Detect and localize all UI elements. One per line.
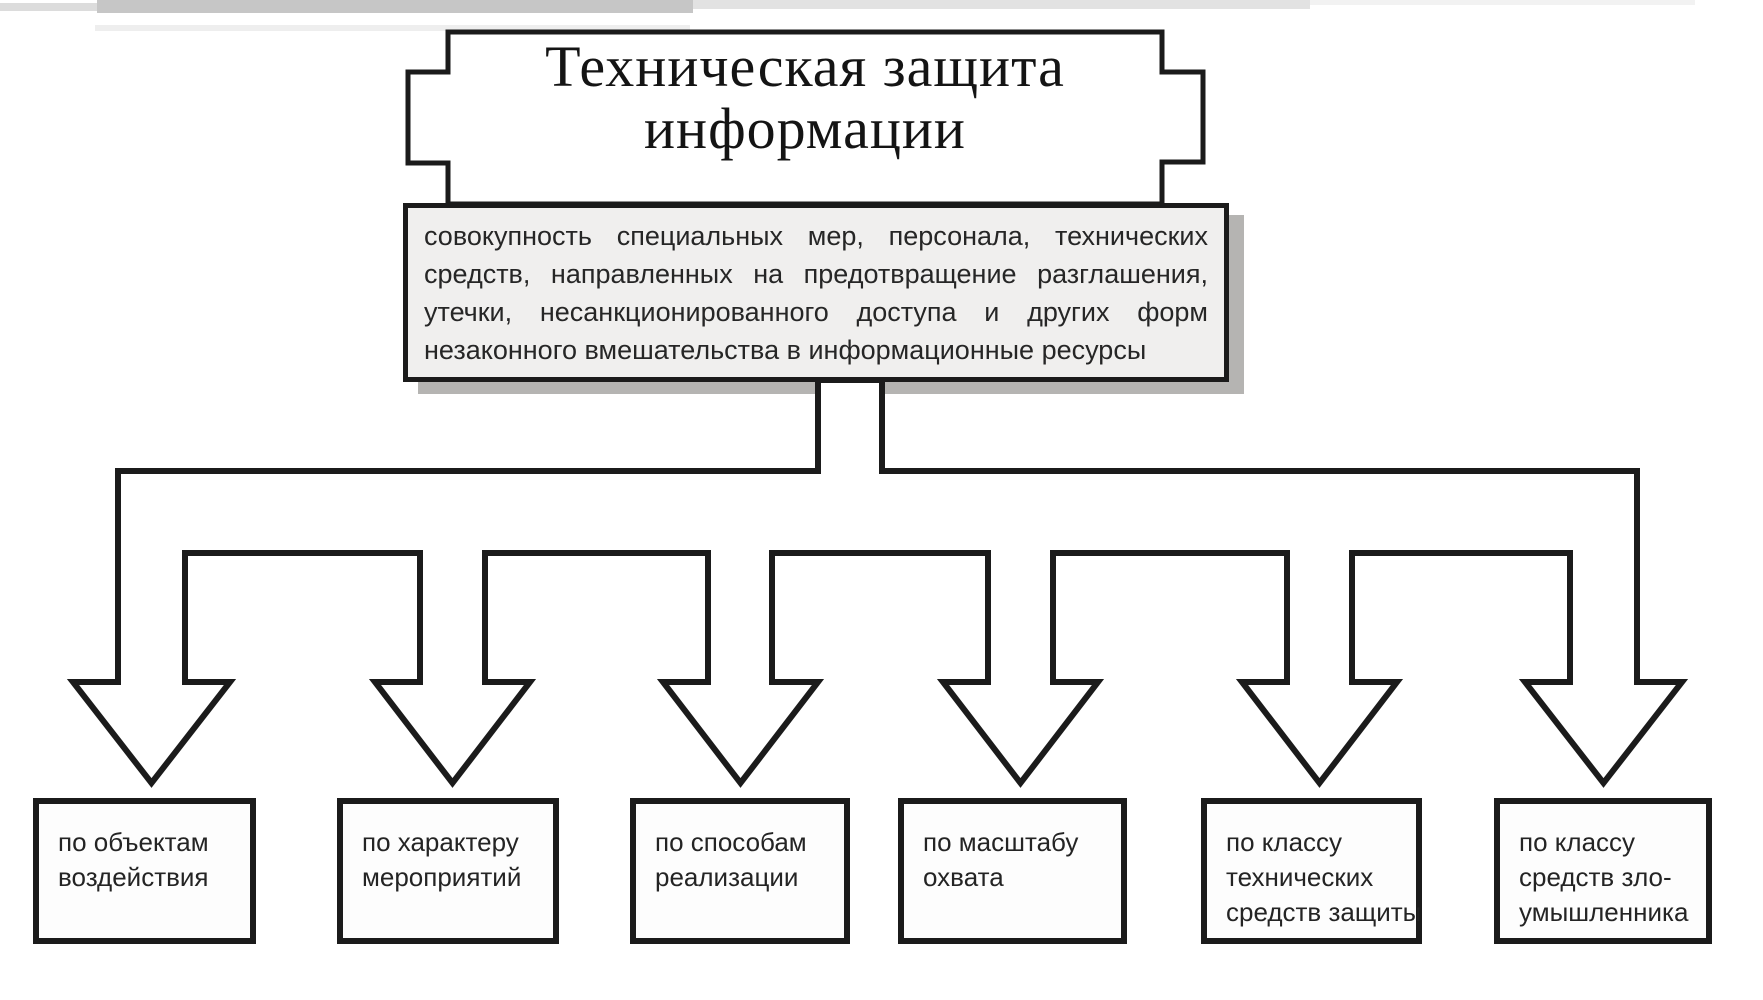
- category-label-line: по объектам: [58, 827, 209, 857]
- category-label-line: по классу: [1519, 827, 1636, 857]
- definition-line: утечки, несанкционированного доступа и других форм: [424, 297, 1208, 327]
- definition-line: средств, направленных на предотвращение разглашения,: [424, 259, 1208, 289]
- category-label-line: по способам: [655, 827, 807, 857]
- connector-manifold: [73, 380, 1682, 783]
- category-label-line: технических: [1226, 862, 1374, 892]
- category-label-line: воздействия: [58, 862, 209, 892]
- definition-line: совокупность специальных мер, персонала, технических: [424, 221, 1208, 251]
- category-label-line: по масштабу: [923, 827, 1079, 857]
- category-label-line: умышленника: [1519, 897, 1689, 927]
- page-title-box: [448, 36, 1162, 160]
- title-line: Техническая защита: [545, 34, 1065, 99]
- category-label-line: мероприятий: [362, 862, 522, 892]
- category-label-line: реализации: [655, 862, 799, 892]
- category-label-line: средств зло-: [1519, 862, 1672, 892]
- category-label-line: по характеру: [362, 827, 519, 857]
- category-label-line: по классу: [1226, 827, 1343, 857]
- category-label-line: средств защиты: [1226, 897, 1422, 927]
- category-label-line: охвата: [923, 862, 1004, 892]
- definition-line: незаконного вмешательства в информационные ресурсы: [424, 335, 1147, 365]
- title-line: информации: [644, 96, 966, 161]
